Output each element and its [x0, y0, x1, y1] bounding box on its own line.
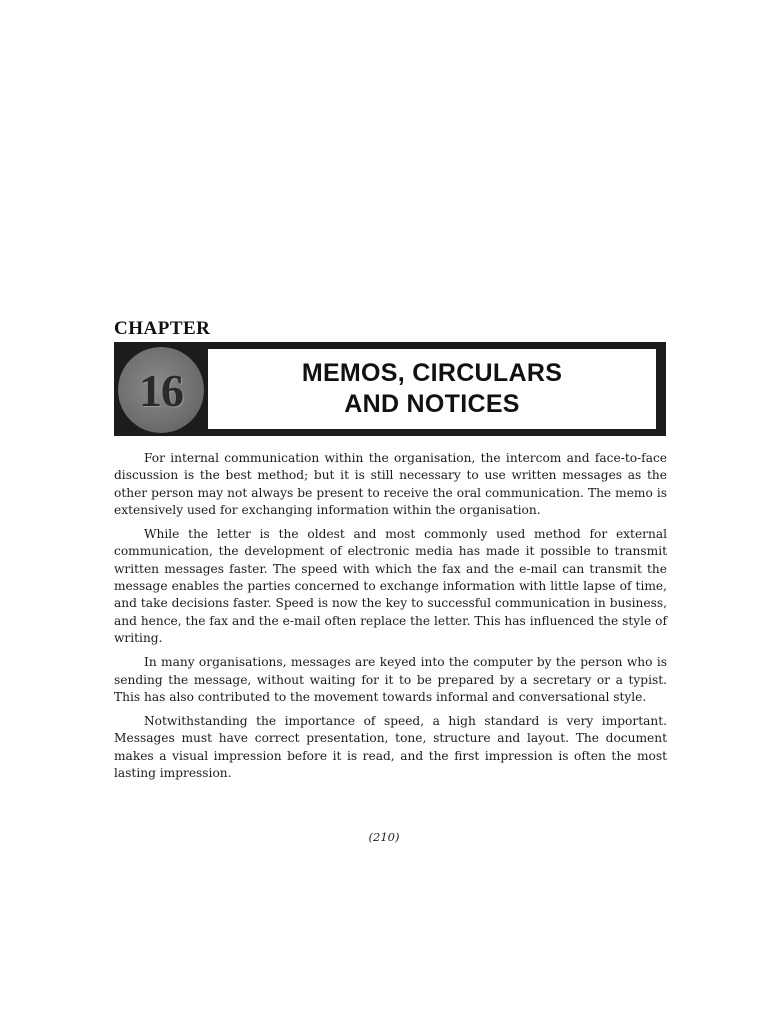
chapter-number-badge [118, 347, 204, 433]
body-text [114, 450, 667, 789]
chapter-title-box [208, 349, 656, 429]
chapter-number: 16 [139, 364, 183, 416]
chapter-label: CHAPTER [114, 318, 211, 339]
paragraph-4: Notwithstanding the importance of speed, a high standard is very important. Messages must have correct presentation, tone, structure and layout. The document makes a visual impression before it is read, and the first impression is often the most lasting impression. [114, 714, 667, 781]
chapter-title-line-2: AND NOTICES [344, 390, 520, 418]
chapter-banner [114, 342, 666, 436]
paragraph-2: While the letter is the oldest and most commonly used method for external communication, the development of electronic media has made it possible to transmit written messages faster. The speed with which the fax and the e-mail can transmit the message enables the parties concerned to exchange information with little lapse of time, and take decisions faster. Speed is now the key to successful communication in business, and hence, the fax and the e-mail often replace the letter. This has influenced the style of writing. [114, 527, 667, 645]
chapter-title-line-1: MEMOS, CIRCULARS [301, 359, 563, 387]
paragraph-3: In many organisations, messages are keyed into the computer by the person who is sending the message, without waiting for it to be prepared by a secretary or a typist. This has also contributed to the movement towards informal and conversational style. [114, 655, 667, 704]
paragraph-1: For internal communication within the organisation, the intercom and face-to-face discussion is the best method; but it is still necessary to use written messages as the other person may not always be present to receive the oral communication. The memo is extensively used for exchanging information within the organisation. [114, 451, 667, 517]
page-number: (210) [368, 830, 400, 844]
